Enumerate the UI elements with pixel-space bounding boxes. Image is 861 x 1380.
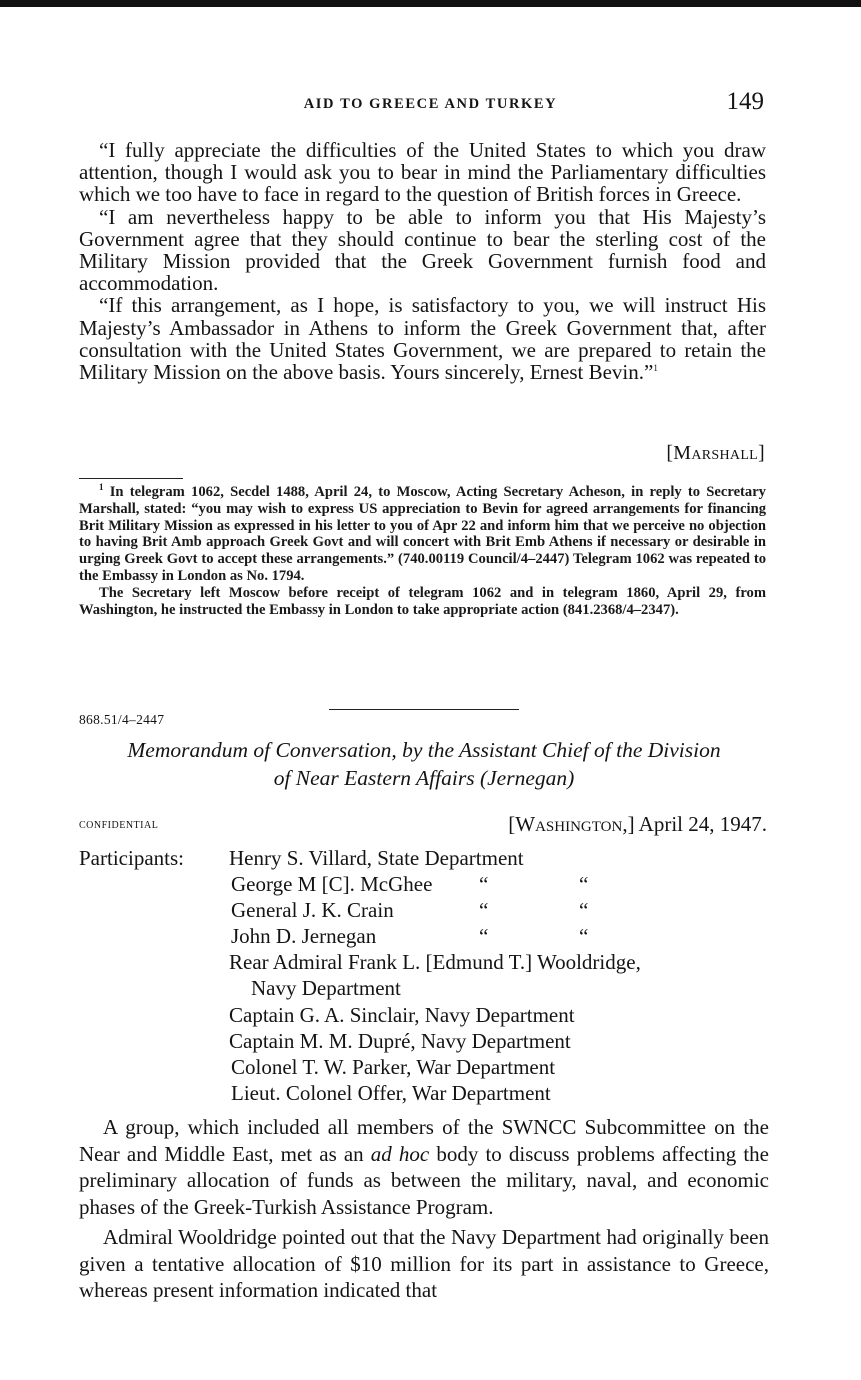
date: April 24, 1947. [638,812,767,836]
participant [229,1054,774,1080]
memo-title-line: of Near Eastern Affairs (Jernegan) [273,766,575,790]
letter-paragraph: “I am nevertheless happy to be able to inform you that His Majesty’s Government agree that they should continue to bear the sterling cost of the Military Mission provided that the Greek Government furnish food and accommodation. [79,204,766,296]
footnote-reference: 1 [653,363,658,374]
signature-name: Marshall [673,442,759,464]
letter-paragraph-text: “If this arrangement, as I hope, is satisfactory to you, we will instruct His Majesty’s Ambassador in Athens to inform the Greek Government that, after consultation with the United States Government, we are prepared to retain the Military Mission on the above basis. Yours sincerely, Ernest Bevin.” [79,293,766,385]
letter-paragraph: “I fully appreciate the difficulties of the United States to which you draw attention, though I would ask you to bear in mind the Parliamentary difficulties which we too have to face in regard to the question of British forces in Greece. [79,138,766,207]
place-bracket-close: ,] [622,812,635,836]
letter-quotation [79,139,766,383]
participant-name: Captain M. M. Dupré, Navy Department [229,1028,571,1053]
document-id: 868.51/4–2447 [79,712,165,727]
memo-title [79,736,769,792]
participant-name: Rear Admiral Frank L. [Edmund T.] Wooldridge, [229,950,641,975]
signature-bracket-close: ] [758,442,765,464]
footnotes [79,484,766,618]
ditto-mark: “ [479,898,489,923]
page-number: 149 [726,88,764,115]
participant [229,923,774,949]
participant [229,845,774,871]
participant-continuation [229,975,774,1001]
ditto-mark: “ [479,872,489,897]
footnote-paragraph: The Secretary left Moscow before receipt of telegram 1062 and in telegram 1860, April 29, from Washington, he instructed the Embassy in London to take appropriate action (841.2368/4–2347). [79,584,766,618]
participant-name: Navy Department [251,976,401,1001]
participant [229,949,774,975]
section-divider [329,709,519,710]
participant-name: Colonel T. W. Parker, War Department [231,1054,556,1079]
body-text: body to discuss problems affecting the preliminary allocation of funds as between the military, naval, and economic phases of the Greek-Turkish Assistance Program. [79,1141,769,1219]
letter-paragraph [79,294,766,383]
memo-title-line: Memorandum of Conversation, by the Assistant Chief of the Division [127,738,721,762]
ditto-mark: “ [579,898,589,923]
participant-name: Lieut. Colonel Offer, War Department [231,1080,551,1105]
footnote-paragraph [79,484,766,585]
body-text: A group, which included all members of the SWNCC Subcommittee on the Near and Middle East, met as an [79,1115,769,1166]
place-bracket-open: [ [508,812,516,836]
participant [229,897,774,923]
participant [229,871,774,897]
place: Washington [515,812,623,836]
participant-name: Henry S. Villard, State Department [229,846,524,870]
participant [229,1002,774,1028]
footnote-text: In telegram 1062, Secdel 1488, April 24, to Moscow, Acting Secretary Acheson, in reply to Secretary Marshall, stated: “you may wish to express US appreciation to Bevin for agreed arrangements for financing Brit Military Mission as expressed in his letter to you of Apr 22 and inform him that we perceive no objection to having Brit Amb approach Greek Govt and will concert with Brit Emb Athens if necessary or desirable in urging Greek Govt to accept these arrangements.” (740.00119 Council/4–2447) Telegram 1062 was repeated to the Embassy in London as No. 1794. [79,484,766,584]
body-paragraph: Admiral Wooldridge pointed out that the Navy Department had originally been given a tentative allocation of $10 million for its part in assistance to Greece, whereas present information indicated that [79,1225,769,1302]
ditto-mark: “ [579,872,589,897]
memo-body [79,1114,769,1304]
running-head [0,88,861,118]
participant [229,1080,774,1106]
signature [666,442,765,465]
participant-name: General J. K. Crain [231,898,394,923]
classification-row [79,812,769,838]
classification-label: confidential [79,817,159,832]
participant-name: George M [C]. McGhee [231,872,433,897]
footnote-rule [79,478,183,479]
body-italic-term: ad hoc [370,1141,430,1166]
body-paragraph [79,1114,769,1220]
participant [229,1028,774,1054]
participants-label: Participants: [79,846,184,870]
footnote-marker: 1 [99,482,104,493]
participant-name: John D. Jernegan [231,924,377,949]
place-date [508,812,767,837]
participants-list [229,845,774,1106]
participant-name: Captain G. A. Sinclair, Navy Department [229,1002,575,1027]
ditto-mark: “ [479,924,489,949]
page-top-edge [0,0,861,7]
signature-bracket-open: [ [666,442,674,464]
ditto-mark: “ [579,924,589,949]
running-title: AID TO GREECE AND TURKEY [303,96,558,112]
